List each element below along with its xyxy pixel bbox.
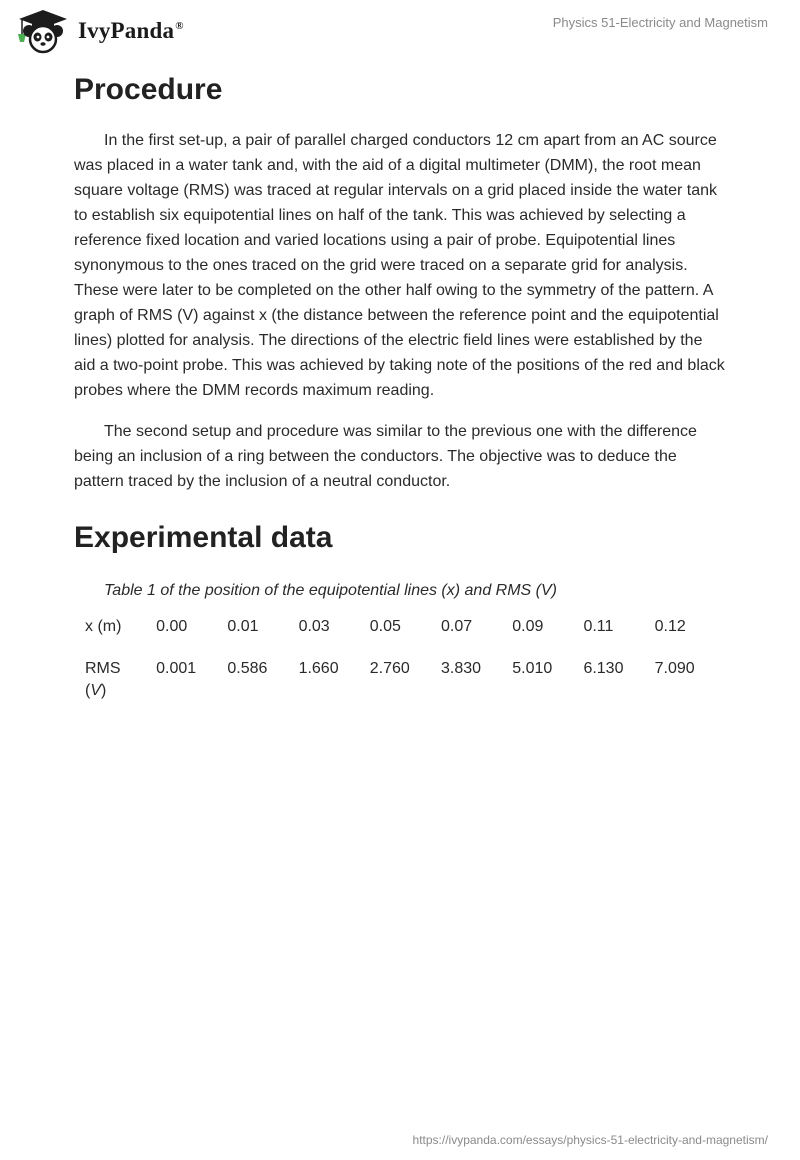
table-cell: 3.830 — [441, 660, 482, 677]
table-cell: 0.12 — [654, 618, 686, 635]
table-cell: 2.760 — [369, 660, 410, 677]
data-table — [74, 616, 726, 702]
table-cell: 0.11 — [583, 618, 614, 635]
table-cell: 0.07 — [441, 618, 473, 635]
brand-logo[interactable] — [14, 8, 184, 54]
running-head: Physics 51-Electricity and Magnetism — [552, 15, 768, 30]
table-row-x — [74, 616, 726, 658]
table-cell: 0.001 — [156, 660, 197, 677]
table-cell: 7.090 — [654, 660, 695, 677]
brand-name: IvyPanda® — [78, 18, 184, 43]
table-cell: 5.010 — [512, 660, 553, 677]
procedure-heading: Procedure — [74, 73, 223, 106]
panda-logo-icon — [14, 8, 72, 54]
table-cell: 0.586 — [227, 660, 268, 677]
table-cell: 1.660 — [298, 660, 339, 677]
table-row-rms — [74, 658, 726, 702]
table-cell: 0.01 — [227, 618, 259, 635]
procedure-paragraph-1: In the first set-up, a pair of parallel charged conductors 12 cm apart from an AC source was placed in a water tank and, with the aid of a digital multimeter (DMM), the root mean square voltage (RMS) was traced at regular intervals on a grid placed inside the water tank to establish six equipotential lines on half of the tank. This was achieved by selecting a reference fixed location and varied locations using a pair of probe. Equipotential lines synonymous to the ones traced on the grid were traced on a separate grid for analysis. These were later to be completed on the other half owing to the symmetry of the pattern. A graph of RMS (V) against x (the distance between the reference point and the equipotential lines) plotted for analysis. The directions of the electric field lines were established by the aid a two-point probe. This was achieved by taking note of the positions of the red and black probes where the DMM records maximum reading. — [74, 132, 725, 399]
source-url[interactable]: https://ivypanda.com/essays/physics-51-electricity-and-magnetism/ — [412, 1133, 768, 1147]
table-caption: Table 1 of the position of the equipotential lines (x) and RMS (V) — [104, 582, 557, 599]
table-cell: 0.00 — [156, 618, 188, 635]
table-cell: 0.03 — [298, 618, 330, 635]
table-cell: 0.05 — [369, 618, 401, 635]
document-body — [74, 68, 726, 702]
experimental-data-heading: Experimental data — [74, 521, 333, 554]
table-cell: 6.130 — [583, 660, 624, 677]
row-label-rms: RMS (V) — [85, 660, 121, 699]
table-cell: 0.09 — [512, 618, 544, 635]
procedure-paragraph-2: The second setup and procedure was similar to the previous one with the difference being an inclusion of a ring between the conductors. The objective was to deduce the pattern traced by the inclusion of a neutral conductor. — [74, 423, 697, 490]
page-header — [0, 0, 800, 60]
row-label-x: x (m) — [85, 618, 122, 635]
